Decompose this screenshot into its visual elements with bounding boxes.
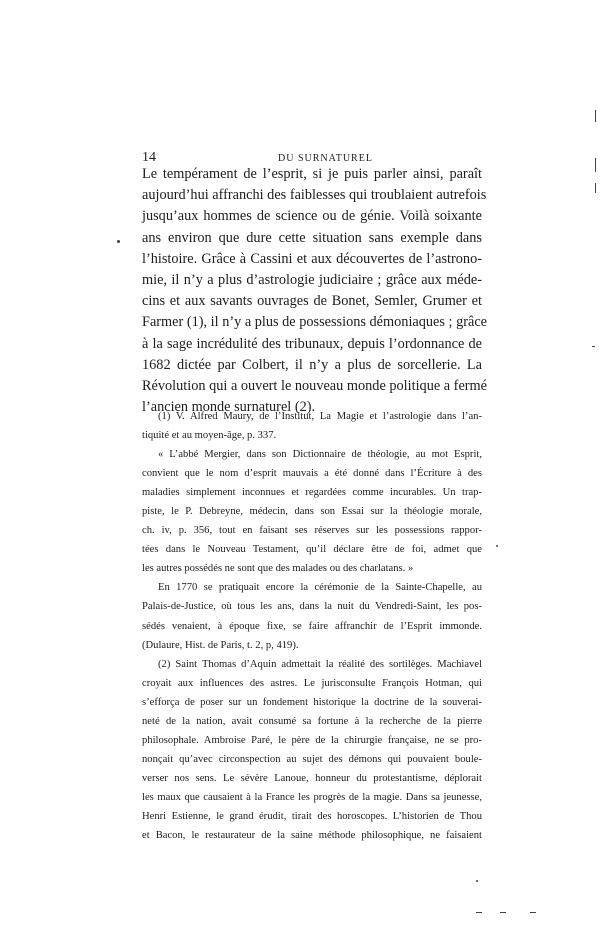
footnote-line: et Bacon, le restaurateur de la saine méthode philosophique, ne faisaient	[142, 830, 482, 842]
body-paragraph	[142, 164, 488, 418]
scan-mark	[530, 912, 536, 913]
scan-mark	[595, 158, 596, 172]
footnote-line: maladies simplement inconnues et regardées comme incurables. Un trap-	[142, 487, 482, 499]
footnote-line: croyait aux influences des astres. Le jurisconsulte François Hotman, qui	[142, 677, 482, 689]
footnote-line: (1) V. Alfred Maury, de l’Institut, La Magie et l’astrologie dans l’an-	[158, 411, 482, 422]
footnote-line: neté de la nation, avait consumé sa fortune à la recherche de la pierre	[142, 715, 482, 727]
footnote-line: s’efforça de poser sur un fondement historique la doctrine de la souverai-	[142, 696, 482, 708]
scan-mark	[500, 912, 506, 913]
footnote-line: En 1770 se pratiquait encore la cérémonie de la Sainte-Chapelle, au	[158, 582, 482, 594]
footnote-line: nonçait qu’avec circonspection au sujet des démons qui pouvaient boule-	[142, 753, 482, 765]
body-line: Le tempérament de l’esprit, si je puis parler ainsi, paraît	[142, 166, 482, 182]
scan-mark	[592, 346, 595, 347]
body-line: aujourd’hui affranchi des faiblesses qui troublaient autrefois	[142, 187, 487, 204]
footnote-line: sédés venaient, à époque fixe, se faire affranchir de l’Esprit immonde.	[142, 620, 482, 632]
body-line: mie, il n’y a plus d’astrologie judiciaire ; grâce aux méde-	[142, 272, 482, 289]
footnote-line: les autres possédés ne sont que des malades ou des charlatans. »	[142, 563, 414, 575]
body-line: cins et aux savants ouvrages de Bonet, Semler, Grumer et	[142, 293, 482, 310]
scan-mark	[496, 545, 498, 547]
footnote-line: piste, le P. Debreyne, médecin, dans son Essai sur la théologie morale,	[142, 506, 482, 518]
scan-mark	[595, 110, 596, 122]
body-line: Farmer (1), il n’y a plus de possessions démoniaques ; grâce	[142, 314, 488, 331]
footnote-line: ch. iv, p. 356, tout en faisant ses réserves sur les possessions rappor-	[142, 525, 482, 537]
scan-mark	[117, 240, 120, 243]
footnote-line: tées dans le Nouveau Testament, qu’il déclare être de foi, admet que	[142, 544, 482, 556]
footnote-line: Palais-de-Justice, où tous les ans, dans la nuit du Vendredi-Saint, les pos-	[142, 601, 482, 613]
page-number: 14	[142, 150, 156, 165]
scan-mark	[476, 880, 478, 882]
footnotes	[142, 407, 482, 845]
running-head: DU SURNATUREL	[278, 153, 373, 164]
scan-mark	[595, 183, 596, 193]
body-line: Révolution qui a ouvert le nouveau monde politique a fermé	[142, 378, 488, 395]
body-line: jusqu’aux hommes de science ou de génie. Voilà soixante	[142, 208, 482, 225]
footnote-line: « L’abbé Mergier, dans son Dictionnaire de théologie, au mot Esprit,	[158, 449, 482, 461]
footnote-line: (Dulaure, Hist. de Paris, t. 2, p, 419).	[142, 639, 299, 651]
body-line: 1682 dictée par Colbert, il n’y a plus de sorcellerie. La	[142, 356, 482, 373]
footnote-line: philosophale. Ambroise Paré, le père de la chirurgie française, ne se pro-	[142, 734, 482, 746]
body-line: l’histoire. Grâce à Cassini et aux découvertes de l’astrono-	[142, 250, 482, 267]
footnote-line: Henri Estienne, le grand érudit, tirait des horoscopes. L’historien de Thou	[142, 810, 482, 822]
footnote-line: les maux que causaient à la France les progrès de la magie. Dans sa jeunesse,	[142, 791, 482, 803]
footnote-line: (2) Saint Thomas d’Aquin admettait la réalité des sortilèges. Machiavel	[158, 658, 482, 670]
body-line: ans environ que dure cette situation sans exemple dans	[142, 229, 482, 246]
footnote-line: convient que le nom d’esprit mauvais a été donné dans l’Écriture à des	[142, 468, 482, 480]
scan-mark	[476, 912, 482, 913]
footnote-line: verser nos sens. Le sévère Lanoue, honneur du protestantisme, déplorait	[142, 772, 482, 784]
footnote-line: tiquité et au moyen-âge, p. 337.	[142, 430, 277, 442]
body-line: à la sage incrédulité des tribunaux, depuis l’ordonnance de	[142, 335, 482, 352]
body-line: l’ancien monde surnaturel (2).	[142, 399, 316, 416]
